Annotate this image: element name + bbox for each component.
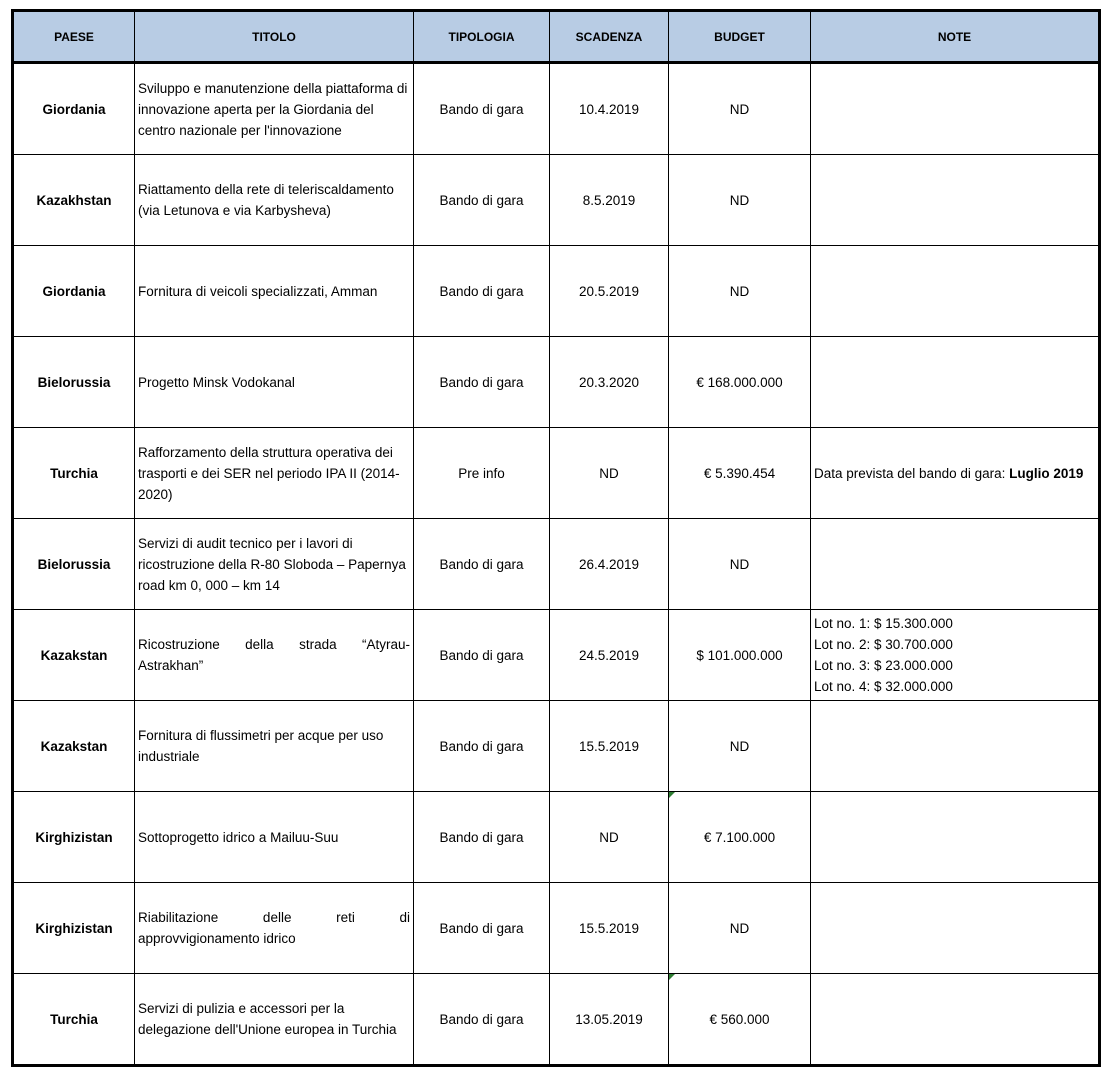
table-row — [13, 610, 1100, 701]
cell-tipologia: Bando di gara — [414, 701, 550, 792]
cell-budget: ND — [669, 701, 811, 792]
cell-note — [811, 337, 1100, 428]
cell-titolo: Fornitura di veicoli specializzati, Amman — [135, 246, 414, 337]
cell-note — [811, 883, 1100, 974]
cell-paese: Kazakhstan — [13, 155, 135, 246]
cell-note — [811, 974, 1100, 1066]
note-lot-line: Lot no. 2: $ 30.700.000 — [814, 637, 953, 652]
cell-tipologia: Bando di gara — [414, 63, 550, 155]
header-row — [13, 11, 1100, 63]
cell-scadenza: 26.4.2019 — [550, 519, 669, 610]
cell-scadenza: 20.5.2019 — [550, 246, 669, 337]
cell-scadenza: ND — [550, 792, 669, 883]
cell-note — [811, 701, 1100, 792]
cell-tipologia: Bando di gara — [414, 519, 550, 610]
cell-titolo: Servizi di pulizia e accessori per la delegazione dell'Unione europea in Turchia — [135, 974, 414, 1066]
cell-titolo: Riabilitazione delle reti di approvvigionamento idrico — [135, 883, 414, 974]
header-tipologia: TIPOLOGIA — [414, 11, 550, 63]
cell-budget: ND — [669, 883, 811, 974]
cell-scadenza: 8.5.2019 — [550, 155, 669, 246]
cell-note — [811, 63, 1100, 155]
cell-tipologia: Pre info — [414, 428, 550, 519]
table-row — [13, 701, 1100, 792]
cell-paese: Giordania — [13, 63, 135, 155]
cell-paese: Bielorussia — [13, 337, 135, 428]
cell-scadenza: 24.5.2019 — [550, 610, 669, 701]
cell-scadenza: 10.4.2019 — [550, 63, 669, 155]
cell-paese: Kirghizistan — [13, 792, 135, 883]
table-row — [13, 337, 1100, 428]
cell-tipologia: Bando di gara — [414, 883, 550, 974]
cell-note — [811, 792, 1100, 883]
header-budget: BUDGET — [669, 11, 811, 63]
cell-tipologia: Bando di gara — [414, 792, 550, 883]
cell-budget: € 7.100.000 — [669, 792, 811, 883]
cell-note — [811, 246, 1100, 337]
cell-scadenza: 20.3.2020 — [550, 337, 669, 428]
header-note: NOTE — [811, 11, 1100, 63]
cell-scadenza: ND — [550, 428, 669, 519]
note-text: Data prevista del bando di gara: — [814, 465, 1010, 481]
cell-budget: € 560.000 — [669, 974, 811, 1066]
cell-titolo: Progetto Minsk Vodokanal — [135, 337, 414, 428]
table-row — [13, 155, 1100, 246]
table-row — [13, 974, 1100, 1066]
cell-titolo: Rafforzamento della struttura operativa dei trasporti e dei SER nel periodo IPA II (2014-2020) — [135, 428, 414, 519]
cell-paese: Kazakstan — [13, 701, 135, 792]
cell-titolo: Sottoprogetto idrico a Mailuu-Suu — [135, 792, 414, 883]
table-row — [13, 63, 1100, 155]
cell-note — [811, 428, 1100, 519]
header-titolo: TITOLO — [135, 11, 414, 63]
cell-note — [811, 519, 1100, 610]
cell-tipologia: Bando di gara — [414, 974, 550, 1066]
cell-scadenza: 15.5.2019 — [550, 701, 669, 792]
cell-note — [811, 610, 1100, 701]
cell-tipologia: Bando di gara — [414, 246, 550, 337]
cell-budget: ND — [669, 246, 811, 337]
note-lot-line: Lot no. 1: $ 15.300.000 — [814, 616, 953, 631]
table-row — [13, 792, 1100, 883]
tenders-table — [11, 9, 1101, 1067]
cell-budget: € 168.000.000 — [669, 337, 811, 428]
note-lot-line: Lot no. 3: $ 23.000.000 — [814, 658, 953, 673]
cell-budget: € 5.390.454 — [669, 428, 811, 519]
cell-budget: ND — [669, 155, 811, 246]
cell-paese: Kazakstan — [13, 610, 135, 701]
cell-note — [811, 155, 1100, 246]
cell-scadenza: 13.05.2019 — [550, 974, 669, 1066]
cell-paese: Bielorussia — [13, 519, 135, 610]
cell-titolo: Sviluppo e manutenzione della piattaforma di innovazione aperta per la Giordania del centro nazionale per l'innovazione — [135, 63, 414, 155]
cell-tipologia: Bando di gara — [414, 610, 550, 701]
table-row — [13, 246, 1100, 337]
cell-titolo: Servizi di audit tecnico per i lavori di ricostruzione della R-80 Sloboda – Papernya road km 0, 000 – km 14 — [135, 519, 414, 610]
cell-budget: ND — [669, 519, 811, 610]
cell-paese: Kirghizistan — [13, 883, 135, 974]
cell-titolo: Riattamento della rete di teleriscaldamento (via Letunova e via Karbysheva) — [135, 155, 414, 246]
header-scadenza: SCADENZA — [550, 11, 669, 63]
cell-scadenza: 15.5.2019 — [550, 883, 669, 974]
cell-paese: Turchia — [13, 974, 135, 1066]
cell-budget: ND — [669, 63, 811, 155]
cell-tipologia: Bando di gara — [414, 155, 550, 246]
header-paese: PAESE — [13, 11, 135, 63]
table-row — [13, 428, 1100, 519]
cell-tipologia: Bando di gara — [414, 337, 550, 428]
cell-titolo: Ricostruzione della strada “Atyrau-Astrakhan” — [135, 610, 414, 701]
cell-paese: Giordania — [13, 246, 135, 337]
cell-titolo: Fornitura di flussimetri per acque per uso industriale — [135, 701, 414, 792]
table-row — [13, 519, 1100, 610]
cell-paese: Turchia — [13, 428, 135, 519]
note-lot-line: Lot no. 4: $ 32.000.000 — [814, 679, 953, 694]
table-row — [13, 883, 1100, 974]
note-date-bold: Luglio 2019 — [1009, 465, 1084, 481]
cell-budget: $ 101.000.000 — [669, 610, 811, 701]
